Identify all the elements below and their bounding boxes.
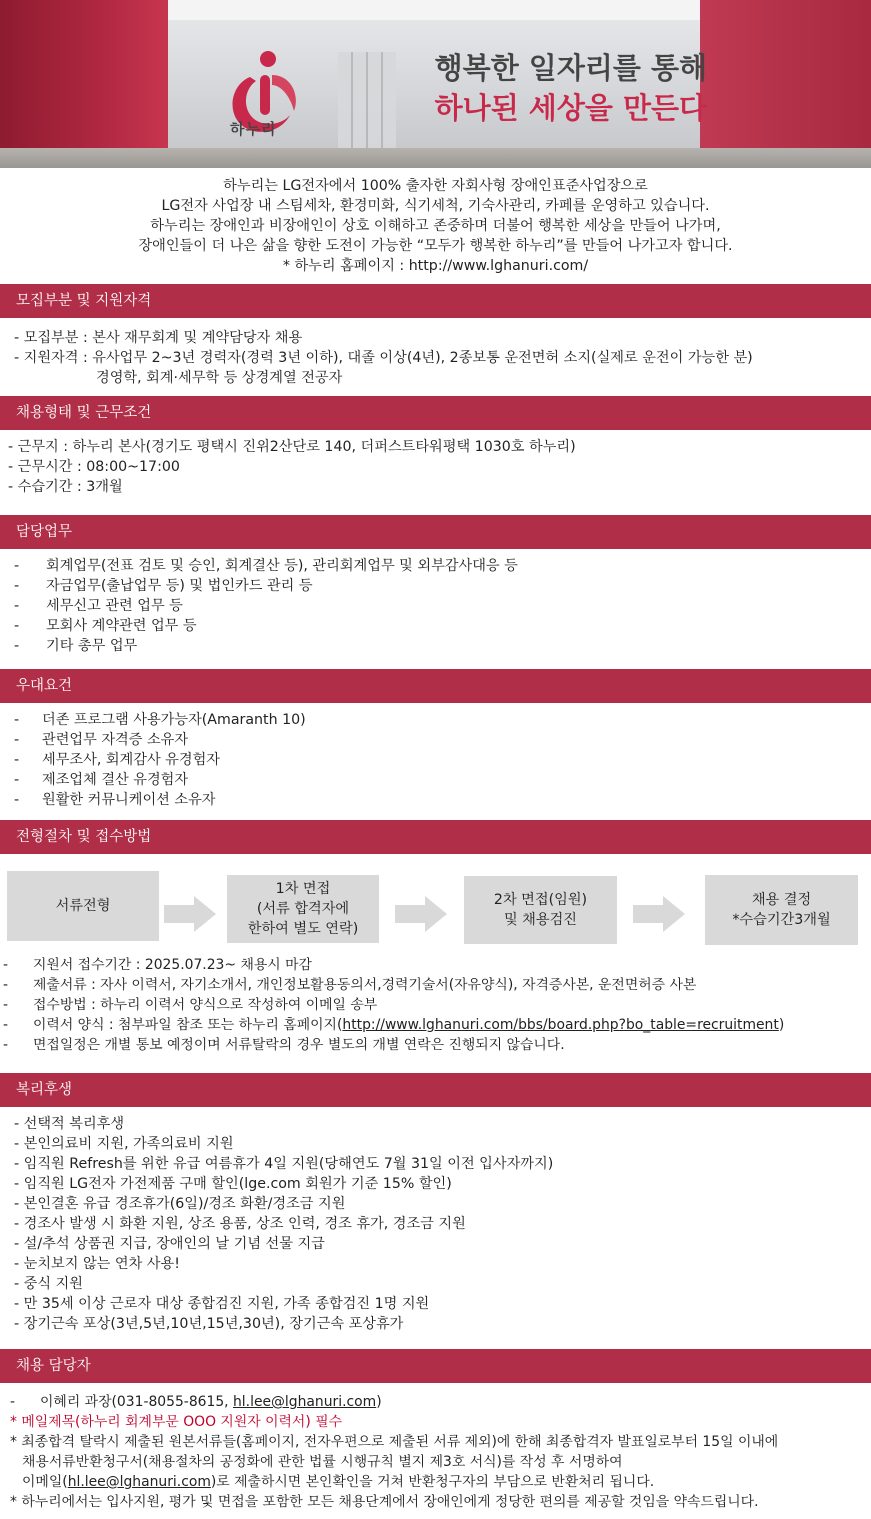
- hero-banner: [0, 0, 871, 168]
- recruit-block: [0, 328, 871, 388]
- list-item: - 모회사 계약관련 업무 등: [14, 618, 197, 634]
- section-header-benefits: 복리후생: [0, 1073, 871, 1107]
- list-item: - 세무조사, 회계감사 유경험자: [14, 752, 220, 768]
- contact-person: - 이혜리 과장(031-8055-8615, hl.lee@lghanuri.com): [10, 1394, 382, 1410]
- intro-line: 하누리는 LG전자에서 100% 출자한 자회사형 장애인표준사업장으로: [223, 178, 648, 194]
- list-item: - 자금업무(출납업무 등) 및 법인카드 관리 등: [14, 578, 313, 594]
- list-item: - 제조업체 결산 유경험자: [14, 772, 189, 788]
- list-item: - 이력서 양식 : 첨부파일 참조 또는 하누리 홈페이지(http://www.lghanuri.com/bbs/board.php?bo_table=recruitment): [3, 1017, 785, 1033]
- arrow-right-icon: [164, 896, 216, 932]
- employment-line: - 수습기간 : 3개월: [8, 479, 123, 495]
- list-item: - 본인의료비 지원, 가족의료비 지원: [14, 1136, 234, 1152]
- list-item: - 면접일정은 개별 통보 예정이며 서류탈락의 경우 별도의 개별 연락은 진행되지 않습니다.: [3, 1037, 565, 1053]
- list-item: - 더존 프로그램 사용가능자(Amaranth 10): [14, 712, 306, 728]
- arrow-right-icon: [633, 896, 685, 932]
- list-item: - 제출서류 : 자사 이력서, 자기소개서, 개인정보활용동의서,경력기술서(자유양식), 자격증사본, 운전면허증 사본: [3, 977, 697, 993]
- list-item: - 본인결혼 유급 경조휴가(6일)/경조 화환/경조금 지원: [14, 1196, 346, 1212]
- list-item: - 원활한 커뮤니케이션 소유자: [14, 792, 216, 808]
- preferred-list: [0, 710, 871, 810]
- return-note: 채용서류반환청구서(채용절차의 공정화에 관한 법률 시행규칙 별지 제3호 서식)를 작성 후 서명하여: [22, 1454, 623, 1470]
- employment-line: - 근무지 : 하누리 본사(경기도 평택시 진위2산단로 140, 더퍼스트타워평택 1030호 하누리): [8, 439, 576, 455]
- homepage-line[interactable]: * 하누리 홈페이지 : http://www.lghanuri.com/: [282, 258, 589, 274]
- process-step-interview1: 1차 면접 (서류 합격자에 한하여 별도 연락): [227, 875, 379, 943]
- employment-line: - 근무시간 : 08:00~17:00: [8, 459, 180, 475]
- accommodation-note: * 하누리에서는 입사지원, 평가 및 면접을 포함한 모든 채용단계에서 장애인에게 정당한 편의를 제공할 것임을 약속드립니다.: [10, 1494, 759, 1510]
- contact-email-link[interactable]: hl.lee@lghanuri.com: [233, 1394, 377, 1410]
- process-list: [0, 955, 871, 1055]
- recruitment-board-link[interactable]: http://www.lghanuri.com/bbs/board.php?bo_table=recruitment: [342, 1017, 779, 1033]
- list-item: - 눈치보지 않는 연차 사용!: [14, 1256, 180, 1272]
- return-note: * 최종합격 탈락시 제출된 원본서류들(홈페이지, 전자우편으로 제출된 서류 제외)에 한해 최종합격자 발표일로부터 15일 이내에: [10, 1434, 779, 1450]
- section-header-duties: 담당업무: [0, 515, 871, 549]
- section-header-recruit: 모집부분 및 지원자격: [0, 284, 871, 318]
- list-item: - 경조사 발생 시 화환 지원, 상조 용품, 상조 인력, 경조 휴가, 경조금 지원: [14, 1216, 466, 1232]
- recruit-line: - 지원자격 : 유사업무 2~3년 경력자(경력 3년 이하), 대졸 이상(4년), 2종보통 운전면허 소지(실제로 운전이 가능한 분): [14, 350, 753, 366]
- section-header-preferred: 우대요건: [0, 669, 871, 703]
- mail-subject-note: * 메일제목(하누리 회계부문 OOO 지원자 이력서) 필수: [10, 1414, 343, 1430]
- list-item: - 선택적 복리후생: [14, 1116, 125, 1132]
- section-header-contact: 채용 담당자: [0, 1349, 871, 1383]
- list-item: - 임직원 LG전자 가전제품 구매 할인(lge.com 회원가 기준 15% 할인): [14, 1176, 452, 1192]
- recruit-line: 경영학, 회계·세무학 등 상경계열 전공자: [96, 370, 343, 386]
- return-note: 이메일(hl.lee@lghanuri.com)로 제출하시면 본인확인을 거쳐 반환청구자의 부담으로 반환처리 됩니다.: [22, 1474, 655, 1490]
- arrow-right-icon: [395, 896, 447, 932]
- hero-slogan-line1: 행복한 일자리를 통해: [434, 51, 707, 85]
- list-item: - 접수방법 : 하누리 이력서 양식으로 작성하여 이메일 송부: [3, 997, 378, 1013]
- process-step-interview2: 2차 면접(임원) 및 채용검진: [464, 876, 617, 944]
- hero-logo-text: 하누리: [230, 120, 277, 138]
- benefits-list: [0, 1114, 871, 1334]
- employment-block: [0, 437, 871, 497]
- contact-block: [0, 1392, 871, 1512]
- hero-ceiling: [168, 0, 708, 20]
- list-item: - 세무신고 관련 업무 등: [14, 598, 183, 614]
- list-item: - 지원서 접수기간 : 2025.07.23~ 채용시 마감: [3, 957, 312, 973]
- return-email-link[interactable]: hl.lee@lghanuri.com: [67, 1474, 211, 1490]
- list-item: - 설/추석 상품권 지급, 장애인의 날 기념 선물 지급: [14, 1236, 325, 1252]
- list-item: - 임직원 Refresh를 위한 유급 여름휴가 4일 지원(당해연도 7월 31일 이전 입사자까지): [14, 1156, 554, 1172]
- list-item: - 회계업무(전표 검토 및 승인, 회계결산 등), 관리회계업무 및 외부감사대응 등: [14, 558, 518, 574]
- section-header-process: 전형절차 및 접수방법: [0, 820, 871, 854]
- hero-red-wall-right: [700, 0, 871, 168]
- list-item: - 중식 지원: [14, 1276, 83, 1292]
- hero-slogan-line2: 하나된 세상을 만든다: [434, 91, 707, 125]
- section-header-employment: 채용형태 및 근무조건: [0, 396, 871, 430]
- list-item: - 장기근속 포상(3년,5년,10년,15년,30년), 장기근속 포상휴가: [14, 1316, 404, 1332]
- intro-line: LG전자 사업장 내 스팀세차, 환경미화, 식기세척, 기숙사관리, 카페를 운영하고 있습니다.: [161, 198, 710, 214]
- recruit-line: - 모집부분 : 본사 재무회계 및 계약담당자 채용: [14, 330, 303, 346]
- process-step-document: 서류전형: [7, 871, 159, 941]
- intro-line: 하누리는 장애인과 비장애인이 상호 이해하고 존중하며 더불어 행복한 세상을 만들어 나가며,: [150, 218, 721, 234]
- list-item: - 관련업무 자격증 소유자: [14, 732, 189, 748]
- hero-floor: [0, 148, 871, 168]
- hero-red-wall-left: [0, 0, 170, 168]
- list-item: - 만 35세 이상 근로자 대상 종합검진 지원, 가족 종합검진 1명 지원: [14, 1296, 430, 1312]
- duties-list: [0, 556, 871, 656]
- intro-text: [0, 176, 871, 276]
- list-item: - 기타 총무 업무: [14, 638, 138, 654]
- intro-line: 장애인들이 더 나은 삶을 향한 도전이 가능한 “모두가 행복한 하누리”를 만들어 나가고자 합니다.: [138, 238, 733, 254]
- process-step-hire: 채용 결정 *수습기간3개월: [705, 875, 858, 945]
